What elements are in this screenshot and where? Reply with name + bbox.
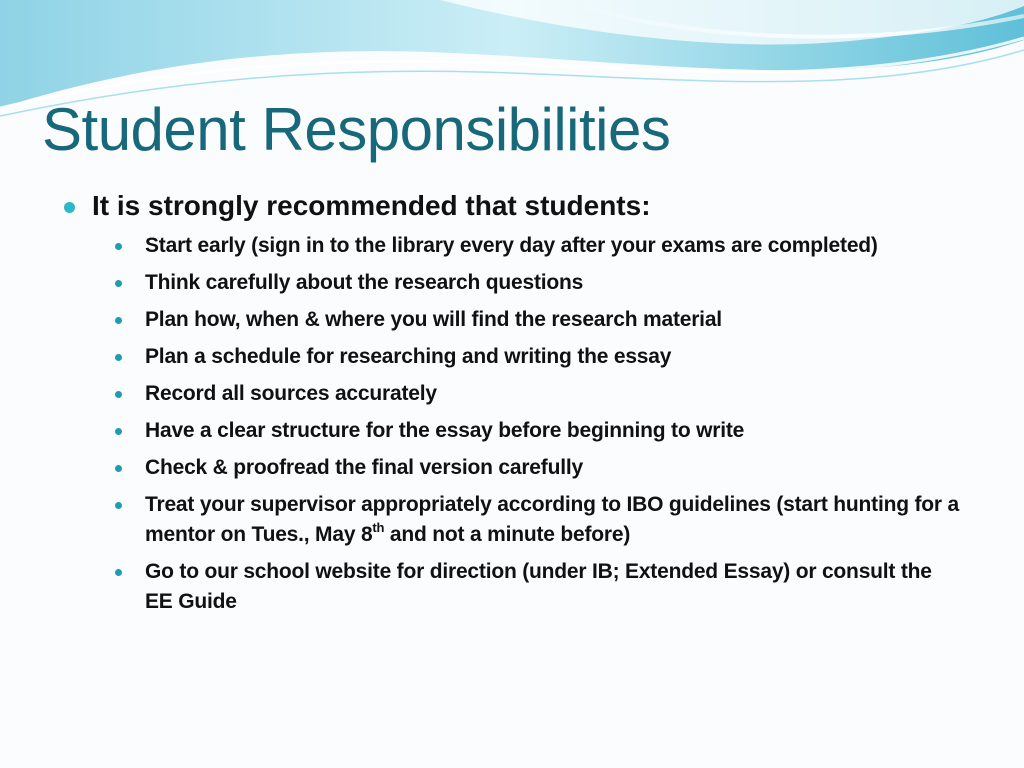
bullet-icon: [115, 465, 122, 472]
list-item: [113, 416, 963, 446]
bullet-icon: [115, 354, 122, 361]
bullet-icon: [115, 317, 122, 324]
list-item-text-after: and not a minute before): [384, 523, 631, 546]
list-item: [113, 490, 963, 550]
bullet-icon: [115, 391, 122, 398]
slide-title: Student Responsibilities: [42, 96, 671, 163]
responsibility-list: [113, 231, 963, 624]
list-item-text: Plan how, when & where you will find the research material: [145, 308, 722, 331]
list-item: [113, 305, 963, 335]
list-item: [113, 379, 963, 409]
list-item: [113, 342, 963, 372]
list-item-text: Check & proofread the final version carefully: [145, 456, 583, 479]
list-item: [113, 557, 963, 617]
list-item: [113, 231, 963, 261]
list-item-text: [145, 493, 959, 546]
circle-bullet-icon: [64, 202, 75, 213]
bullet-icon: [115, 569, 122, 576]
bullet-icon: [115, 502, 122, 509]
bullet-icon: [115, 243, 122, 250]
bullet-icon: [115, 428, 122, 435]
list-item-text: Go to our school website for direction (under IB; Extended Essay) or consult the EE Guide: [145, 560, 932, 613]
main-point-text: It is strongly recommended that students:: [92, 190, 651, 221]
list-item-text: Plan a schedule for researching and writing the essay: [145, 345, 672, 368]
list-item-text-before: Treat your supervisor appropriately according to IBO guidelines (start hunting for a mentor on Tues., May 8: [145, 493, 960, 546]
list-item-text: Think carefully about the research questions: [145, 271, 584, 294]
superscript-ordinal: th: [372, 520, 385, 535]
list-item-text: Have a clear structure for the essay before beginning to write: [145, 419, 745, 442]
list-item: [113, 268, 963, 298]
list-item-text: Start early (sign in to the library every day after your exams are completed): [145, 234, 878, 257]
list-item-text: Record all sources accurately: [145, 382, 437, 405]
list-item: [113, 453, 963, 483]
bullet-icon: [115, 280, 122, 287]
